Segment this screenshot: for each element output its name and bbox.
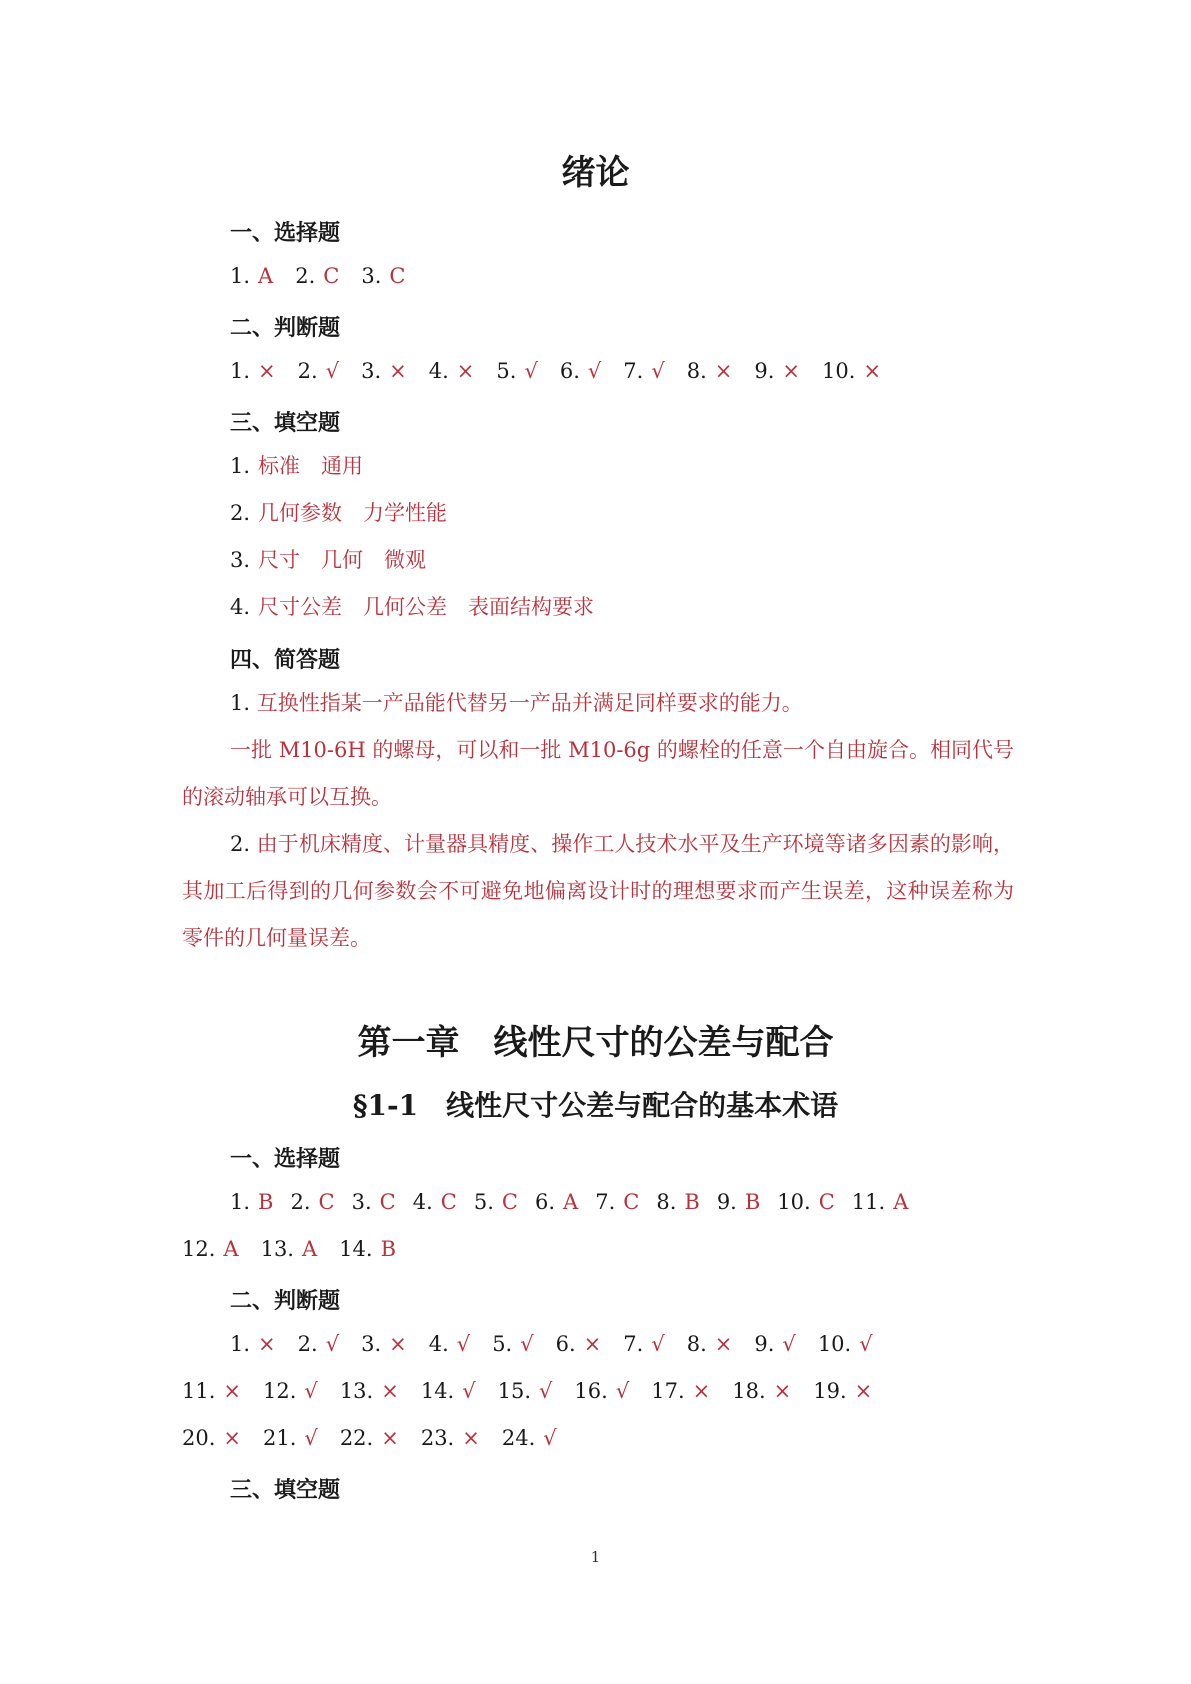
intro-sa-answer-2 (182, 821, 1014, 962)
answer-value: B (258, 1190, 274, 1214)
answer-value: B (684, 1190, 700, 1214)
question-number: 4. (230, 595, 251, 619)
question-number: 10. (822, 359, 856, 383)
answer-value: × (714, 359, 733, 383)
answer-item (777, 1187, 834, 1217)
question-number: 11. (851, 1190, 886, 1214)
answer-value: √ (615, 1379, 630, 1403)
answer-item (623, 356, 664, 386)
question-number: 5. (492, 1332, 513, 1356)
answer-item (818, 1329, 873, 1359)
question-number: 2. (230, 832, 257, 856)
answer-item (361, 356, 407, 386)
question-number: 1. (230, 359, 251, 383)
answer-item (340, 1376, 399, 1406)
answer-item (687, 1329, 733, 1359)
answer-value: × (223, 1426, 242, 1450)
answer-value: √ (524, 359, 538, 383)
answer-value: × (456, 359, 475, 383)
question-number: 17. (651, 1379, 685, 1403)
answer-value: √ (325, 1332, 340, 1356)
answer-value: × (223, 1379, 242, 1403)
answer-item (290, 1187, 334, 1217)
question-number: 7. (623, 1332, 644, 1356)
answer-value: × (381, 1426, 399, 1450)
intro-mc-answers (230, 261, 427, 291)
question-number: 7. (595, 1190, 616, 1214)
page-number: 1 (590, 1548, 601, 1566)
answer-value: A (301, 1237, 318, 1261)
answer-value: B (380, 1237, 396, 1261)
answer-value: × (381, 1379, 399, 1403)
answer-value: × (782, 359, 801, 383)
question-number: 1. (230, 264, 251, 288)
answer-item (230, 261, 273, 291)
answer-item (182, 1234, 239, 1264)
question-number: 2. (230, 501, 251, 525)
answer-value: √ (543, 1426, 557, 1450)
intro-title: 绪论 (561, 153, 630, 193)
answer-item (754, 1329, 795, 1359)
answer-item (230, 451, 363, 481)
answer-value: × (583, 1332, 602, 1356)
answer-value: C (389, 264, 406, 288)
answer-item (560, 356, 601, 386)
intro-fill-4 (230, 592, 616, 622)
answer-value: × (462, 1426, 480, 1450)
answer-item (230, 592, 594, 622)
answer-value: A (223, 1237, 239, 1261)
answer-value: × (389, 359, 407, 383)
question-number: 13. (260, 1237, 294, 1261)
answer-item (556, 1329, 602, 1359)
answer-value: √ (859, 1332, 873, 1356)
question-number: 4. (412, 1190, 433, 1214)
question-number: 14. (420, 1379, 455, 1403)
answer-value: √ (651, 1332, 665, 1356)
answer-value: √ (651, 359, 665, 383)
answer-value: 标准 通用 (258, 454, 364, 478)
answer-item (429, 356, 475, 386)
answer-value: A (258, 264, 274, 288)
section-title: §1-1 线性尺寸公差与配合的基本术语 (352, 1089, 839, 1122)
question-number: 9. (754, 1332, 775, 1356)
answer-value: √ (520, 1332, 534, 1356)
intro-fill-heading: 三、填空题 (230, 411, 341, 436)
intro-fill-2 (230, 498, 469, 528)
question-number: 8. (686, 1332, 707, 1356)
answer-value: C (379, 1190, 396, 1214)
question-number: 8. (656, 1190, 677, 1214)
question-number: 10. (817, 1332, 852, 1356)
answer-value: √ (782, 1332, 796, 1356)
answer-item (339, 1234, 396, 1264)
answer-value: × (714, 1332, 733, 1356)
answer-item (263, 1376, 318, 1406)
answer-value: C (323, 264, 340, 288)
question-number: 3. (351, 1190, 372, 1214)
answer-value: × (773, 1379, 792, 1403)
answer-value: √ (456, 1332, 471, 1356)
answer-item (498, 1376, 553, 1406)
answer-item (502, 1423, 557, 1453)
question-number: 3. (361, 359, 382, 383)
question-number: 11. (182, 1379, 216, 1403)
answer-item (230, 356, 276, 386)
answer-text: 由于机床精度、计量器具精度、操作工人技术水平及生产环境等诸多因素的影响，其加工后得到的几何参数会不可避免地偏离设计时的理想要求而产生误差，这种误差称为零件的几何量误差。 (182, 832, 1014, 950)
ch1-mc-row-1 (230, 1187, 925, 1217)
intro-fill-1 (230, 451, 385, 481)
answer-value: × (258, 1332, 276, 1356)
answer-item (574, 1376, 629, 1406)
answer-item (421, 1423, 480, 1453)
question-number: 5. (473, 1190, 494, 1214)
answer-item (623, 1329, 664, 1359)
question-number: 2. (297, 359, 318, 383)
answer-item (295, 261, 339, 291)
question-number: 6. (559, 359, 580, 383)
ch1-tf-row-1 (230, 1329, 895, 1359)
ch1-fill-heading: 三、填空题 (230, 1478, 341, 1503)
answer-item (754, 356, 800, 386)
question-number: 8. (686, 359, 707, 383)
answer-value: × (258, 359, 276, 383)
answer-value: B (744, 1190, 761, 1214)
answer-value: C (818, 1190, 835, 1214)
question-number: 3. (361, 264, 382, 288)
intro-tf-answers (230, 356, 903, 386)
ch1-mc-row-2 (182, 1234, 418, 1264)
question-number: 2. (297, 1332, 318, 1356)
answer-item (230, 545, 426, 575)
answer-item (230, 498, 447, 528)
answer-item (656, 1187, 699, 1217)
question-number: 22. (339, 1426, 374, 1450)
question-number: 6. (555, 1332, 576, 1356)
question-number: 2. (290, 1190, 311, 1214)
answer-item (261, 1234, 318, 1264)
answer-value: × (389, 1332, 407, 1356)
answer-item (230, 1329, 276, 1359)
intro-sa-heading: 四、简答题 (230, 648, 341, 673)
question-number: 1. (230, 691, 257, 715)
question-number: 3. (361, 1332, 382, 1356)
intro-fill-3 (230, 545, 448, 575)
answer-value: √ (462, 1379, 476, 1403)
answer-item (340, 1423, 399, 1453)
question-number: 14. (339, 1237, 373, 1261)
question-number: 1. (230, 1332, 251, 1356)
answer-value: C (440, 1190, 457, 1214)
answer-item (813, 1376, 872, 1406)
intro-tf-heading: 二、判断题 (230, 316, 341, 341)
question-number: 2. (295, 264, 316, 288)
question-number: 5. (496, 359, 517, 383)
answer-item (298, 1329, 339, 1359)
answer-value: A (893, 1190, 909, 1214)
answer-value: C (623, 1190, 640, 1214)
answer-item (298, 356, 339, 386)
answer-value: √ (304, 1426, 318, 1450)
question-number: 7. (623, 359, 644, 383)
answer-item (361, 261, 405, 291)
answer-item (182, 1376, 241, 1406)
question-number: 16. (574, 1379, 608, 1403)
question-number: 18. (732, 1379, 766, 1403)
chapter-title: 第一章 线性尺寸的公差与配合 (357, 1023, 834, 1063)
answer-value: 尺寸公差 几何公差 表面结构要求 (258, 595, 595, 619)
intro-sa-answer-1 (182, 680, 1014, 727)
answer-item (651, 1376, 710, 1406)
answer-value: × (692, 1379, 711, 1403)
ch1-mc-heading: 一、选择题 (230, 1147, 341, 1172)
question-number: 1. (230, 1190, 251, 1214)
answer-item (263, 1423, 318, 1453)
answer-item (732, 1376, 791, 1406)
question-number: 12. (182, 1237, 216, 1261)
question-number: 9. (716, 1190, 737, 1214)
ch1-tf-heading: 二、判断题 (230, 1289, 341, 1314)
question-number: 13. (339, 1379, 374, 1403)
question-number: 9. (754, 359, 775, 383)
answer-item (429, 1329, 470, 1359)
answer-value: 几何参数 力学性能 (258, 501, 448, 525)
answer-value: √ (304, 1379, 318, 1403)
question-number: 10. (777, 1190, 811, 1214)
answer-value: √ (325, 359, 340, 383)
question-number: 3. (230, 548, 251, 572)
answer-item (361, 1329, 407, 1359)
question-number: 12. (263, 1379, 297, 1403)
question-number: 15. (497, 1379, 532, 1403)
answer-item (595, 1187, 639, 1217)
answer-item (822, 356, 881, 386)
answer-value: A (563, 1190, 579, 1214)
question-number: 20. (182, 1426, 216, 1450)
answer-item (352, 1187, 396, 1217)
ch1-tf-row-3 (182, 1423, 579, 1453)
intro-mc-heading: 一、选择题 (230, 221, 341, 246)
answer-value: C (318, 1190, 335, 1214)
question-number: 4. (428, 359, 449, 383)
answer-value: 尺寸 几何 微观 (258, 548, 427, 572)
answer-value: √ (587, 359, 602, 383)
ch1-tf-row-2 (182, 1376, 894, 1406)
question-number: 23. (420, 1426, 455, 1450)
intro-sa-answer-1b: 一批 M10-6H 的螺母，可以和一批 M10-6g 的螺栓的任意一个自由旋合。相同代号的滚动轴承可以互换。 (182, 738, 1014, 809)
question-number: 4. (428, 1332, 449, 1356)
question-number: 21. (263, 1426, 297, 1450)
question-number: 1. (230, 454, 251, 478)
answer-item (687, 356, 733, 386)
answer-text: 互换性指某一产品能代替另一产品并满足同样要求的能力。 (256, 691, 803, 715)
answer-item (474, 1187, 518, 1217)
answer-value: C (501, 1190, 518, 1214)
answer-value: × (863, 359, 882, 383)
answer-item (717, 1187, 760, 1217)
question-number: 24. (501, 1426, 536, 1450)
answer-item (496, 356, 537, 386)
answer-item (852, 1187, 909, 1217)
answer-item (413, 1187, 457, 1217)
answer-item (421, 1376, 476, 1406)
answer-value: √ (539, 1379, 553, 1403)
answer-item (230, 1187, 273, 1217)
question-number: 6. (534, 1190, 556, 1214)
answer-item (492, 1329, 533, 1359)
answer-value: × (854, 1379, 873, 1403)
answer-item (535, 1187, 578, 1217)
answer-item (182, 1423, 241, 1453)
question-number: 19. (813, 1379, 847, 1403)
